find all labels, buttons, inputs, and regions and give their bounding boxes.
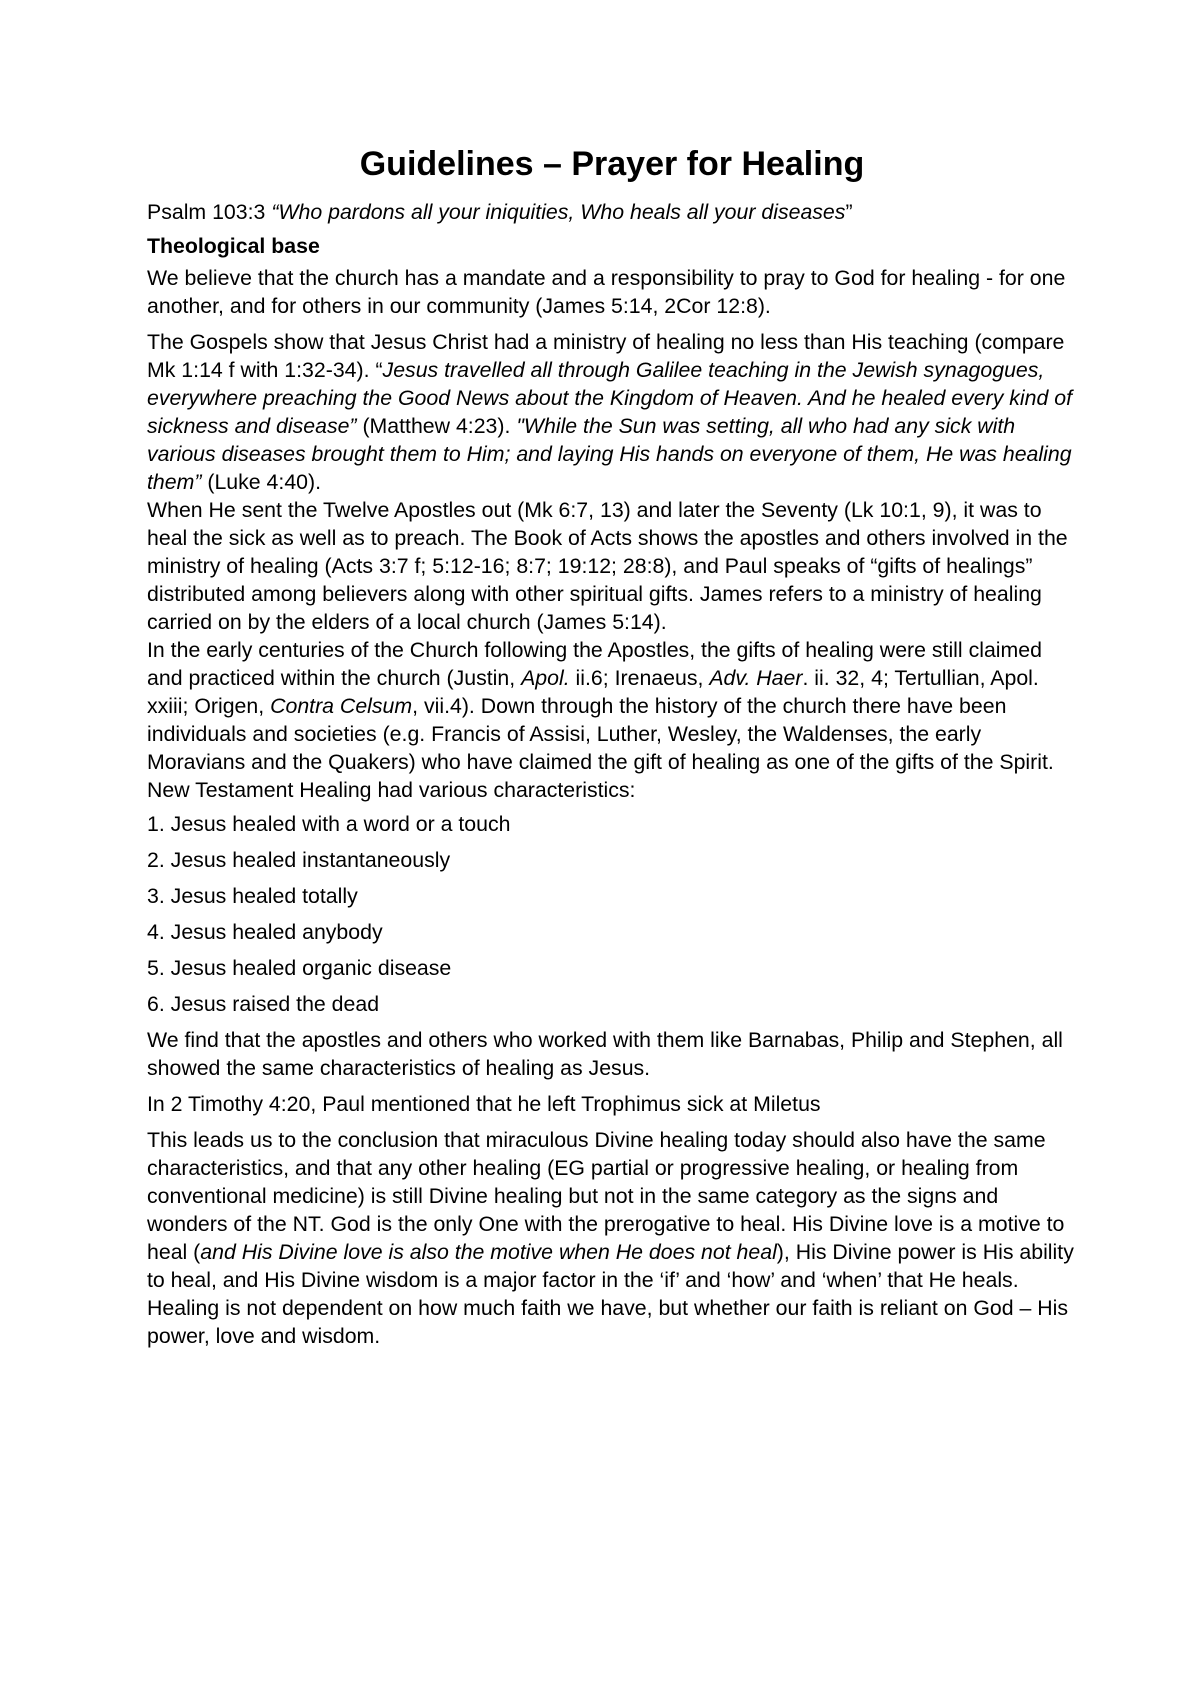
verse-quote: “Who pardons all your iniquities, Who heals all your diseases bbox=[271, 200, 846, 224]
paragraph-trophimus: In 2 Timothy 4:20, Paul mentioned that he left Trophimus sick at Miletus bbox=[147, 1092, 821, 1116]
p2-text-a: The Gospels show that Jesus Christ had a ministry of healing no less than His teaching (compare Mk 1:14 f with 1:32-34). “ bbox=[147, 330, 1065, 382]
p2-text-e: (Luke 4:40). bbox=[201, 470, 322, 494]
list-item: 2. Jesus healed instantaneously bbox=[147, 848, 451, 872]
p2-quote-matthew: Jesus travelled all through Galilee teaching in the Jewish synagogues, everywhere preaching the Good News about the Kingdom of Heaven. And he healed every kind of sickness and disease” bbox=[147, 358, 1073, 438]
p4-text-e: . ii. 32, 4; Tertullian, Apol. xxiii; Origen, bbox=[147, 666, 1039, 718]
p8-italic-motive: and His Divine love is also the motive when He does not heal bbox=[200, 1240, 777, 1264]
list-item: 5. Jesus healed organic disease bbox=[147, 956, 452, 980]
p2-text-c: (Matthew 4:23). bbox=[356, 414, 517, 438]
section-heading: Theological base bbox=[147, 234, 320, 258]
paragraph-early-church bbox=[147, 636, 1077, 776]
paragraph-mandate: We believe that the church has a mandate and a responsibility to pray to God for healing - for one another, and for others in our community (James 5:14, 2Cor 12:8). bbox=[147, 266, 1066, 318]
p8-text-c: ), His Divine power is His ability to heal, and His Divine wisdom is a major factor in the ‘if’ and ‘how’ and ‘when’ that He heals. Healing is not dependent on how much faith we have, but whether our faith is reliant on God – His power, love and wisdom. bbox=[147, 1240, 1074, 1348]
p4-italic-adv-haer: Adv. Haer bbox=[709, 666, 803, 690]
document-title: Guidelines – Prayer for Healing bbox=[359, 145, 865, 183]
list-item: 3. Jesus healed totally bbox=[147, 884, 358, 908]
paragraph-gospels bbox=[147, 328, 1077, 496]
p4-italic-apol: Apol. bbox=[521, 666, 570, 690]
list-item: 4. Jesus healed anybody bbox=[147, 920, 383, 944]
p4-text-a: In the early centuries of the Church following the Apostles, the gifts of healing were still claimed and practiced within the church (Justin, bbox=[147, 638, 1042, 690]
paragraph-apostles-characteristics: We find that the apostles and others who worked with them like Barnabas, Philip and Stephen, all showed the same characteristics of healing as Jesus. bbox=[147, 1028, 1063, 1080]
p8-text-a: This leads us to the conclusion that miraculous Divine healing today should also have the same characteristics, and that any other healing (EG partial or progressive healing, or healing from conventional medicine) is still Divine healing but not in the same category as the signs and wonders of the NT. God is the only One with the prerogative to heal. His Divine love is a motive to heal ( bbox=[147, 1128, 1065, 1264]
paragraph-characteristics-intro: New Testament Healing had various characteristics: bbox=[147, 778, 636, 802]
list-item: 6. Jesus raised the dead bbox=[147, 992, 380, 1016]
verse-reference: Psalm 103:3 bbox=[147, 200, 272, 224]
paragraph-conclusion bbox=[147, 1126, 1077, 1350]
p2-quote-luke: "While the Sun was setting, all who had any sick with various diseases brought them to Him; and laying His hands on everyone of them, He was healing them” bbox=[147, 414, 1072, 494]
p4-text-g: , vii.4). Down through the history of the church there have been individuals and societies (e.g. Francis of Assisi, Luther, Wesley, the Waldenses, the early Moravians and the Quakers) who have claimed the gift of healing as one of the gifts of the Spirit. bbox=[147, 694, 1054, 774]
p4-italic-contra-celsum: Contra Celsum bbox=[270, 694, 413, 718]
list-item: 1. Jesus healed with a word or a touch bbox=[147, 812, 511, 836]
body-text bbox=[147, 198, 1077, 1350]
psalm-verse bbox=[147, 198, 1077, 226]
characteristics-list bbox=[147, 810, 1077, 1018]
paragraph-apostles: When He sent the Twelve Apostles out (Mk 6:7, 13) and later the Seventy (Lk 10:1, 9), it was to heal the sick as well as to preach. The Book of Acts shows the apostles and others involved in the ministry of healing (Acts 3:7 f; 5:12-16; 8:7; 19:12; 28:8), and Paul speaks of “gifts of healings” distributed among believers along with other spiritual gifts. James refers to a ministry of healing carried on by the elders of a local church (James 5:14). bbox=[147, 498, 1068, 634]
verse-close-quote: ” bbox=[845, 200, 853, 224]
p4-text-c: ii.6; Irenaeus, bbox=[569, 666, 710, 690]
